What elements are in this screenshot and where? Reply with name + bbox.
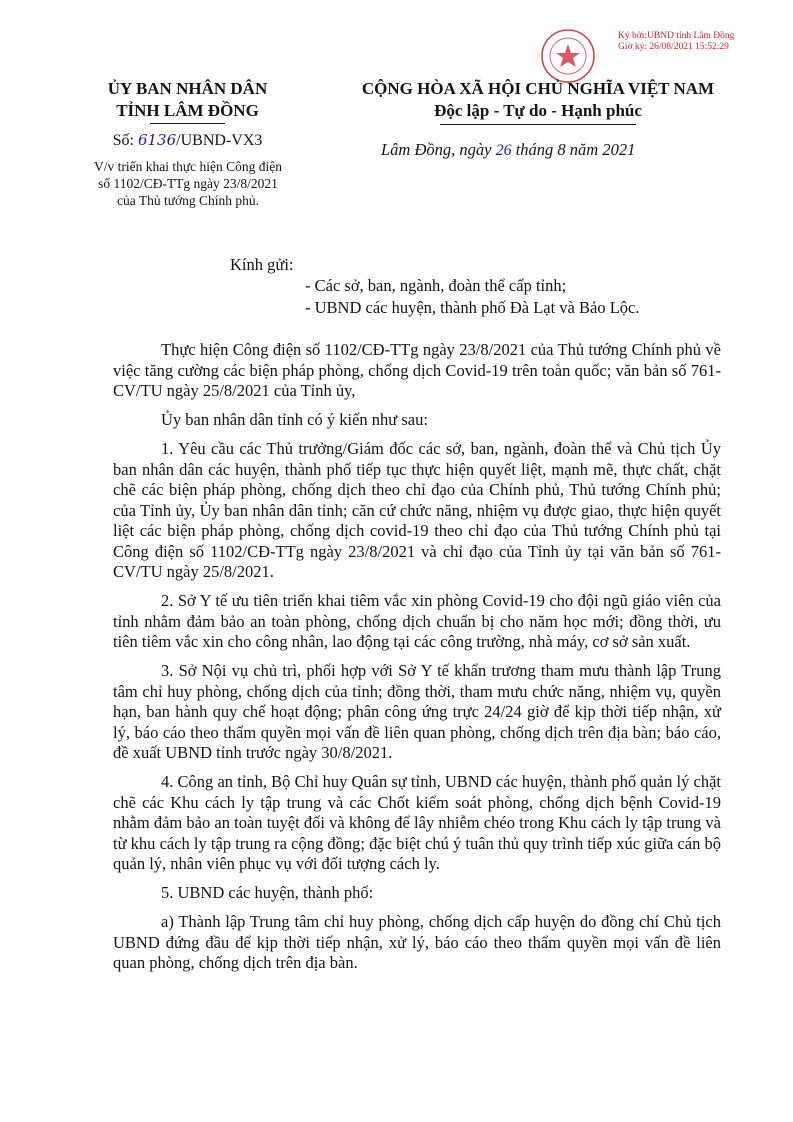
date-prefix: Lâm Đồng, ngày — [381, 140, 492, 159]
body-paragraph-intro: Thực hiện Công điện số 1102/CĐ-TTg ngày 23/8/2021 của Thủ tướng Chính phủ về việc tăng cường các biện pháp phòng, chống dịch Covid-19 trên toàn quốc; văn bản số 761-CV/TU ngày 25/8/2021 của Tỉnh ủy, — [113, 340, 721, 400]
document-date — [381, 140, 741, 160]
body-paragraph-1: 1. Yêu cầu các Thủ trưởng/Giám đốc các sở, ban, ngành, đoàn thể và Chủ tịch Ủy ban nhân dân các huyện, thành phố tiếp tục thực hiện quyết liệt, mạnh mẽ, thực chất, chặt chẽ các biện pháp phòng, chống dịch theo chỉ đạo của Chính phủ, Thủ tướng Chính phủ; của Tỉnh ủy, Ủy ban nhân dân tỉnh; căn cứ chức năng, nhiệm vụ được giao, thực hiện quyết liệt các biện pháp phòng, chống dịch covid-19 theo chỉ đạo của Thủ tướng Chính phủ tại Công điện số 1102/CĐ-TTg ngày 23/8/2021 và chỉ đạo của Tỉnh ủy tại văn bản số 761-CV/TU ngày 25/8/2021. — [113, 439, 721, 581]
seal-stamp-icon — [540, 28, 596, 84]
body-paragraph-5a: a) Thành lập Trung tâm chỉ huy phòng, chống dịch cấp huyện do đồng chí Chủ tịch UBND đứng đầu để kịp thời tiếp nhận, xử lý, báo cáo theo thẩm quyền mọi vấn đề liên quan phòng, chống dịch trên địa bàn. — [113, 912, 721, 972]
issuing-organization — [95, 78, 280, 124]
org-name-line1: ỦY BAN NHÂN DÂN — [107, 79, 268, 98]
org-name-line2: TỈNH LÂM ĐỒNG — [116, 101, 259, 120]
doc-number-suffix: /UBND-VX3 — [176, 132, 263, 149]
signature-signed-by: Ký bởi:UBND tỉnh Lâm Đồng — [618, 31, 735, 41]
body-paragraph-5: 5. UBND các huyện, thành phố: — [161, 883, 374, 902]
national-header — [328, 78, 748, 125]
subject-line2: số 1102/CĐ-TTg ngày 23/8/2021 — [98, 176, 278, 191]
date-day-handwritten: 26 — [495, 142, 512, 159]
document-subject — [80, 158, 296, 209]
subject-line3: của Thủ tướng Chính phủ. — [116, 193, 260, 208]
national-title: CỘNG HÒA XÃ HỘI CHỦ NGHĨA VIỆT NAM — [361, 79, 715, 98]
body-paragraph-3: 3. Sở Nội vụ chủ trì, phối hợp với Sở Y tế khẩn trương tham mưu thành lập Trung tâm chỉ huy phòng, chống dịch của tỉnh; đồng thời, tham mưu chức năng, nhiệm vụ, quyền hạn, ban hành quy chế hoạt động; phân công ứng trực 24/24 giờ để kịp thời tiếp nhận, xử lý, báo cáo theo thẩm quyền mọi vấn đề liên quan phòng, chống dịch trên địa bàn; báo cáo, đề xuất UBND tỉnh trước ngày 30/8/2021. — [113, 661, 721, 762]
document-number — [100, 131, 275, 150]
date-suffix: tháng 8 năm 2021 — [515, 140, 636, 159]
subject-line1: V/v triển khai thực hiện Công điện — [93, 159, 283, 174]
org-underline — [150, 123, 225, 124]
recipient-item: - UBND các huyện, thành phố Đà Lạt và Bảo Lộc. — [305, 298, 640, 317]
national-motto: Độc lập - Tự do - Hạnh phúc — [434, 101, 642, 120]
recipient-item: - Các sở, ban, ngành, đoàn thể cấp tỉnh; — [305, 276, 567, 295]
doc-number-handwritten: 6136 — [137, 131, 177, 149]
recipients-label: Kính gửi: — [230, 255, 294, 274]
document-body — [113, 340, 721, 982]
body-paragraph-4: 4. Công an tỉnh, Bộ Chỉ huy Quân sự tỉnh, UBND các huyện, thành phố quản lý chặt chẽ các Khu cách ly tập trung và các Chốt kiểm soát phòng, chống dịch bệnh Covid-19 nhằm đảm bảo an toàn tuyệt đối và không để lây nhiễm chéo trong Khu cách ly tập trung và từ khu cách ly tập trung ra cộng đồng; đặc biệt chú ý tuân thủ quy trình tiếp xúc giữa cán bộ quản lý, nhân viên phục vụ với đối tượng cách ly. — [113, 772, 721, 873]
motto-underline — [440, 124, 636, 125]
doc-number-prefix: Số: — [112, 132, 134, 149]
signature-time: Giờ ký: 26/08/2021 15:52:29 — [618, 42, 729, 52]
body-paragraph-2: 2. Sở Y tế ưu tiên triển khai tiêm vắc xin phòng Covid-19 cho đội ngũ giáo viên của tỉnh nhằm đảm bảo an toàn phòng, chống dịch chuẩn bị cho năm học mới; đồng thời, ưu tiên tiêm vắc xin cho công nhân, lao động tại các công trường, nhà máy, cơ sở sản xuất. — [113, 591, 721, 651]
body-paragraph-opinion: Ủy ban nhân dân tỉnh có ý kiến như sau: — [161, 410, 428, 429]
digital-signature — [618, 31, 734, 53]
